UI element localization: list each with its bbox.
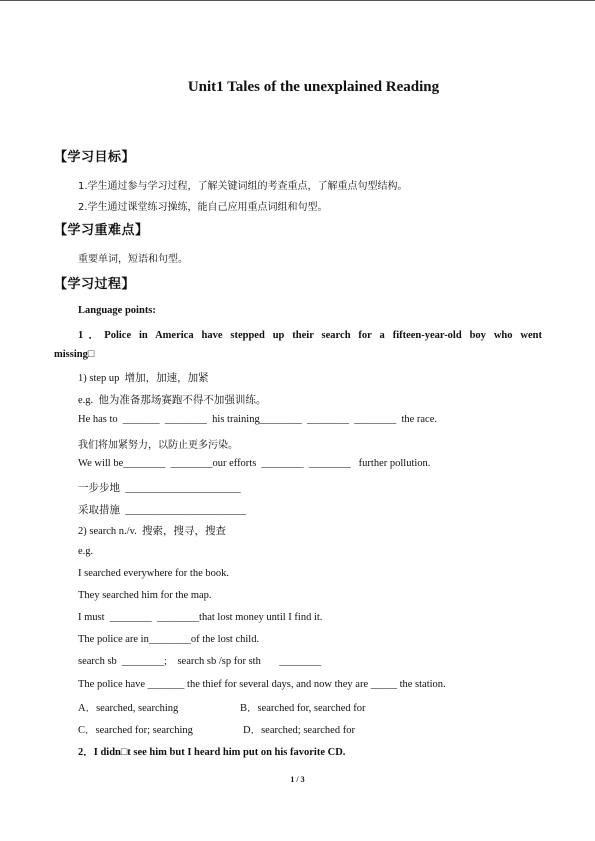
example-sentence-1: I searched everywhere for the book. [78,568,230,579]
option-a: A．searched, searching [78,703,179,714]
option-d: D．searched; searched for [243,725,355,736]
heading-learning-process: 【学习过程】 [54,277,136,292]
sub-item-search: 2) search n./v. 搜索，搜寻，搜查 [78,526,227,537]
key-points-text: 重要单词，短语和句型。 [78,254,188,265]
fill-in-4: The police are in________of the lost child. [78,634,260,645]
goal-2: 2.学生通过课堂练习操练，能自己应用重点词组和句型。 [78,202,328,213]
option-c: C．searched for; searching [78,725,193,736]
option-b: B．searched for, searched for [240,703,366,714]
example-2-cn: 我们将加紧努力，以防止更多污染。 [78,440,238,451]
fill-in-3: I must ________ ________that lost money until I find it. [78,612,323,623]
heading-key-points: 【学习重难点】 [54,223,149,238]
example-label: e.g. [78,546,94,557]
page-number: 1 / 3 [290,775,305,784]
example-1-cn: e.g. 他为准备那场赛跑不得不加强训练。 [78,395,267,406]
fill-in-1: He has to _______ ________ his training________ ________ ________ the race. [78,414,437,425]
heading-learning-goals: 【学习目标】 [54,150,136,165]
phrase-take-measures: 采取措施 _______________________ [78,505,246,516]
item-2: 2．I didn□t see him but I heard him put on his favorite CD. [78,747,346,758]
fill-in-5: search sb ________; search sb /sp for sth ________ [78,656,322,667]
top-border [0,0,595,1]
item-1-line-1: 1．Police in America have stepped up their search for a fifteen-year-old boy who went [78,330,542,341]
fill-in-2: We will be________ ________our efforts ________ ________ further pollution. [78,458,431,469]
phrase-step-by-step: 一步步地 ______________________ [78,483,241,494]
exercise-question: The police have _______ the thief for several days, and now they are _____ the station. [78,679,446,690]
item-1-line-2: missing□ [54,349,95,360]
goal-1: 1.学生通过参与学习过程，了解关键词组的考查重点，了解重点句型结构。 [78,181,408,192]
language-points-label: Language points: [78,305,156,316]
example-sentence-2: They searched him for the map. [78,590,212,601]
sub-item-step-up: 1) step up 增加，加速，加紧 [78,373,209,384]
document-title: Unit1 Tales of the unexplained Reading [187,79,440,95]
